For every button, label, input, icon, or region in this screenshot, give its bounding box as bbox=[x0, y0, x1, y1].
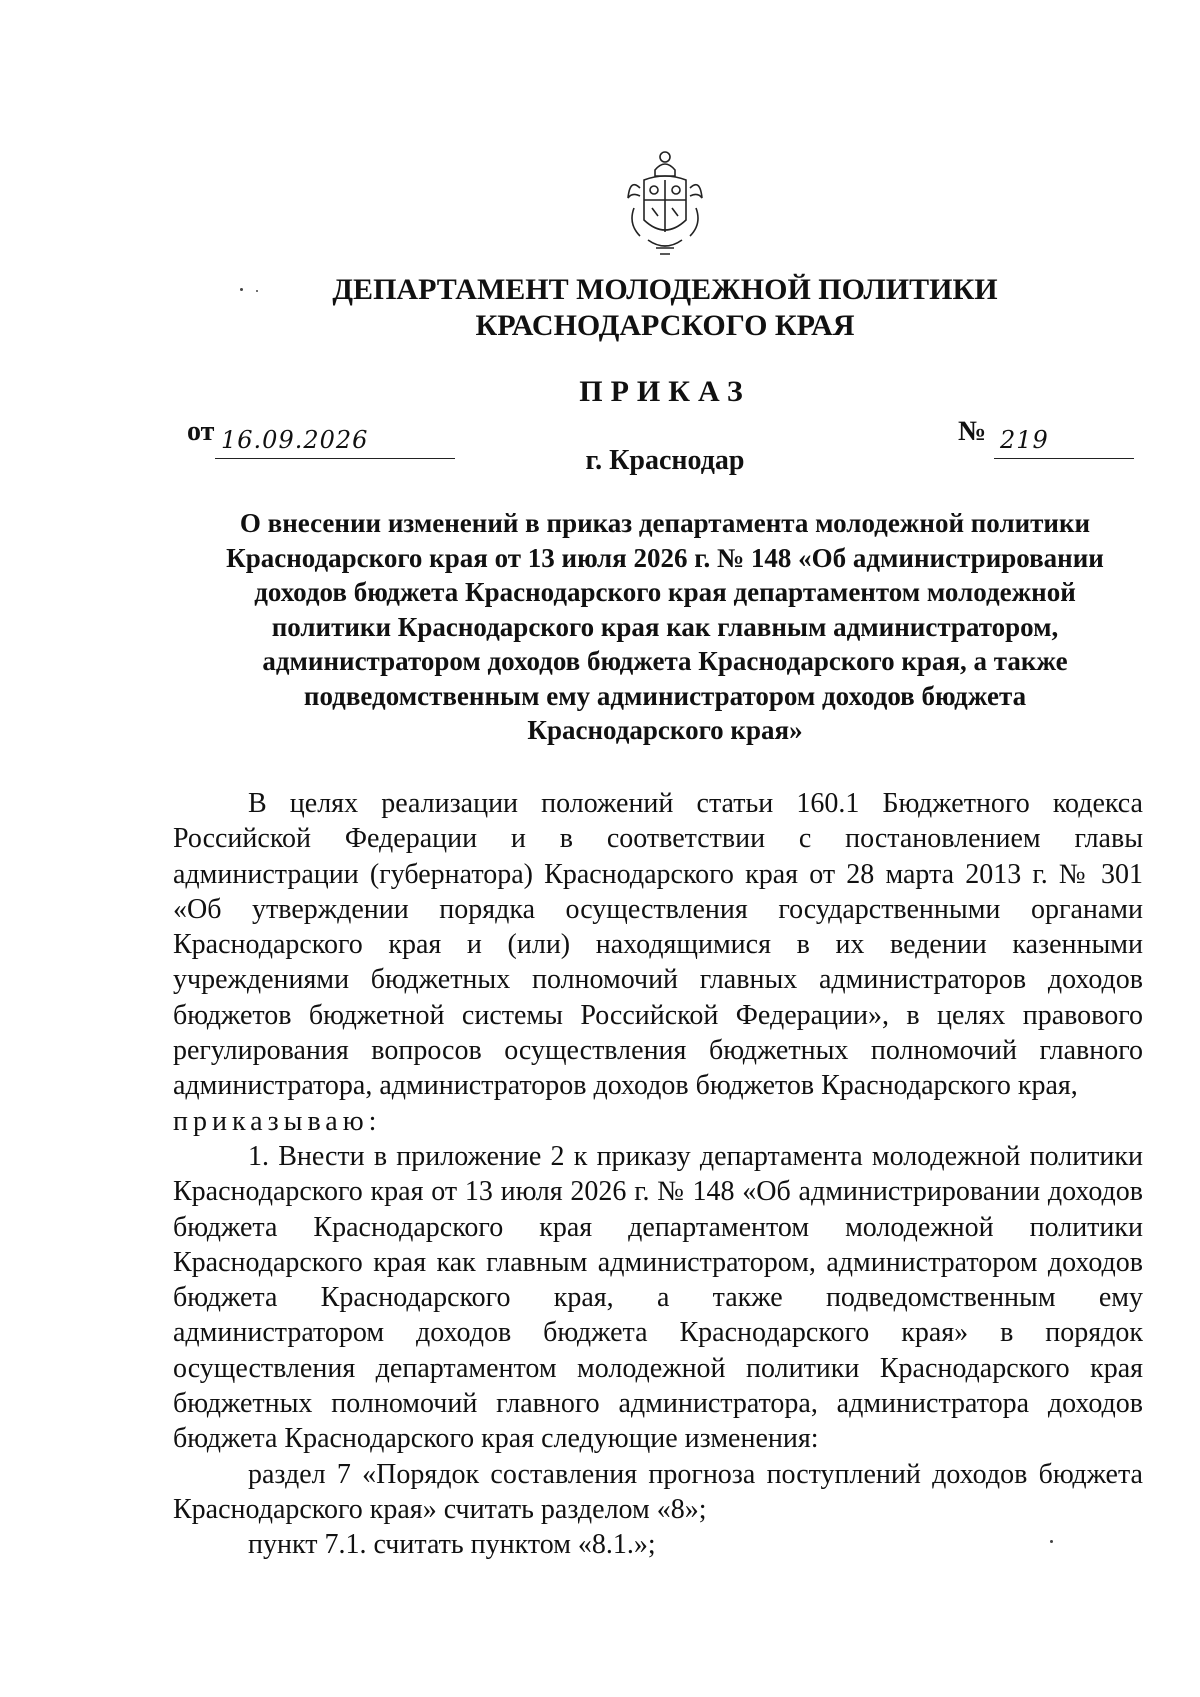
scan-speck bbox=[240, 288, 243, 291]
number-prefix: № bbox=[958, 416, 987, 447]
intro-text: В целях реализации положений статьи 160.1 Бюджетного кодекса Российской Федерации и в соответствии с постановлением главы администрации (губернатора) Краснодарского края от 28 марта 2013 г. № 301 «Об утверждении порядка осуществления государственными органами Краснодарского края и (или) находящимися в их ведении казенными учреждениями бюджетных полномочий главных администраторов доходов бюджетов бюджетной системы Российской Федерации», в целях правового регулирования вопросов осуществления бюджетных полномочий главного администратора, администраторов доходов бюджетов Краснодарского края, bbox=[173, 788, 1143, 1102]
subject-line: подведомственным ему администратором доходов бюджета bbox=[303, 680, 1027, 711]
order-body bbox=[173, 786, 1143, 1563]
department-name-line-1: ДЕПАРТАМЕНТ МОЛОДЕЖНОЙ ПОЛИТИКИ bbox=[332, 273, 998, 306]
scan-speck bbox=[1050, 1540, 1053, 1543]
coat-of-arms-icon bbox=[622, 148, 708, 260]
order-title: ПРИКАЗ bbox=[579, 375, 751, 408]
handwritten-number: 219 bbox=[1000, 426, 1049, 454]
subject-line: доходов бюджета Краснодарского края департаментом молодежной bbox=[254, 577, 1076, 607]
order-word: приказываю: bbox=[173, 1105, 382, 1137]
department-name bbox=[200, 272, 1130, 344]
change-2-paragraph: пункт 7.1. считать пунктом «8.1.»; bbox=[248, 1529, 656, 1561]
intro-paragraph bbox=[173, 786, 1143, 1104]
subject-line: Краснодарского края от 13 июля 2026 г. № 148 «Об администрировании bbox=[226, 542, 1104, 573]
city-name: г. Краснодар bbox=[585, 445, 745, 476]
handwritten-date: 16.09.2026 bbox=[221, 426, 369, 454]
department-name-line-2: КРАСНОДАРСКОГО КРАЯ bbox=[475, 309, 855, 342]
scan-speck bbox=[256, 290, 258, 292]
subject-line: администратором доходов бюджета Краснодарского края, а также bbox=[262, 646, 1068, 676]
order-word-paragraph bbox=[173, 1104, 1143, 1139]
date-prefix: от bbox=[187, 416, 215, 447]
item-1-paragraph: 1. Внести в приложение 2 к приказу департамента молодежной политики Краснодарского края от 13 июля 2026 г. № 148 «Об администрировании доходов бюджета Краснодарского края департаментом молодежной политики Краснодарского края как главным администратором, администратором доходов бюджета Краснодарского края, а также подведомственным ему администратором доходов бюджета Краснодарского края» в порядок осуществления департаментом молодежной политики Краснодарского края бюджетных полномочий главного администратора, администратора доходов бюджета Краснодарского края следующие изменения: bbox=[173, 1140, 1143, 1455]
subject-line: О внесении изменений в приказ департамента молодежной политики bbox=[239, 508, 1091, 538]
subject-line: политики Краснодарского края как главным администратором, bbox=[271, 611, 1059, 642]
change-1-paragraph: раздел 7 «Порядок составления прогноза поступлений доходов бюджета Краснодарского края» считать разделом «8»; bbox=[173, 1458, 1143, 1525]
subject-line: Краснодарского края» bbox=[527, 715, 803, 745]
order-subject bbox=[190, 506, 1140, 748]
